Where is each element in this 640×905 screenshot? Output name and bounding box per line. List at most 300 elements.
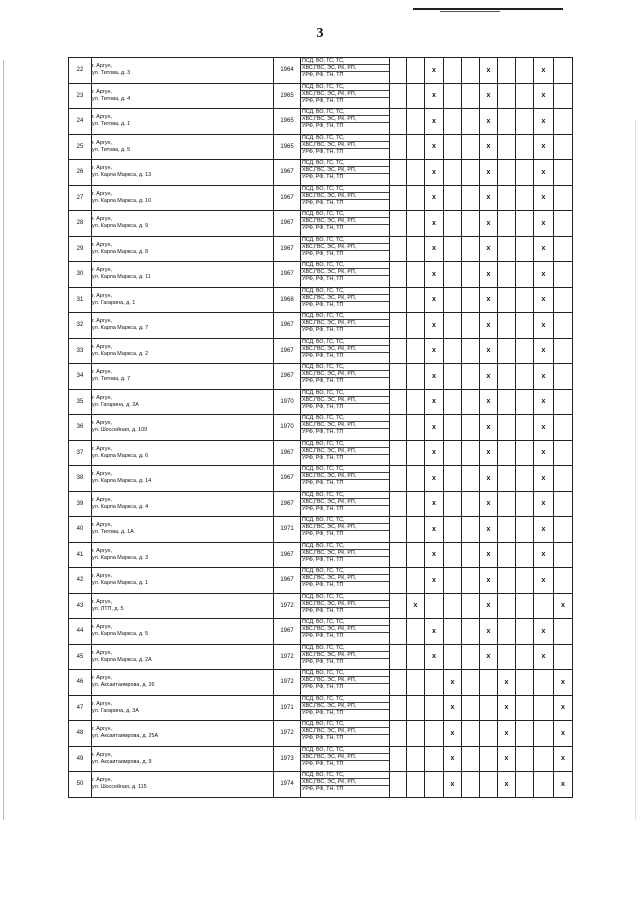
systems-line: ПСД, ВО, ГС, ТС, [302,160,345,166]
mark-cell: x [534,83,554,109]
address-street: ул. Титова, д. 1А [92,529,134,536]
build-year: 1965 [274,109,301,135]
mark-cell: x [534,389,554,415]
mark-cell [390,568,407,594]
systems-line: ПСД, ВО, ГС, ТС, [302,313,345,319]
table-row [69,83,573,109]
address-city: г. Аргун, [92,700,113,707]
mark-cell: x [534,644,554,670]
mark-cell: x [480,338,498,364]
mark-cell [516,415,534,441]
address-city: г. Аргун, [92,751,113,758]
mark-cell [444,58,462,84]
systems-line: УРФ, РФ, ТН, ТП [301,632,389,639]
mark-cell [554,185,573,211]
mark-cell: x [425,466,444,492]
mark-cell: x [534,109,554,135]
address-city: г. Аргун, [92,777,113,784]
mark-cell: x [425,185,444,211]
systems-line: ПСД, ВО, ГС, ТС, [302,415,345,421]
systems-line: ХВС,ГВС, ЭС, РК, РП, [301,64,389,71]
systems-cell [301,721,390,747]
systems-line: ХВС,ГВС, ЭС, РК, РП, [301,396,389,403]
mark-cell [390,389,407,415]
mark-cell [407,517,425,543]
table-row [69,236,573,262]
address-city: г. Аргун, [92,471,113,478]
systems-line: ХВС,ГВС, ЭС, РК, РП, [301,753,389,760]
systems-line: ПСД, ВО, ГС, ТС, [302,746,345,753]
mark-cell: x [444,695,462,721]
table-row [69,670,573,696]
build-year: 1971 [274,517,301,543]
mark-cell: x [444,670,462,696]
mark-cell [516,772,534,798]
systems-line: УРФ, РФ, ТН, ТП [301,683,389,690]
systems-cell [301,542,390,568]
address-city: г. Аргун, [92,241,113,248]
mark-cell [498,262,516,288]
mark-cell: x [425,287,444,313]
mark-cell [534,746,554,772]
mark-cell [444,389,462,415]
address-street: ул. Карла Маркса, д. 10 [92,197,152,204]
systems-line: УРФ, РФ, ТН, ТП [301,734,389,741]
address-cell [92,109,274,135]
mark-cell: x [534,364,554,390]
systems-cell [301,287,390,313]
row-number: 28 [69,211,92,237]
mark-cell: x [534,262,554,288]
mark-cell: x [534,619,554,645]
systems-cell [301,211,390,237]
address-cell [92,670,274,696]
mark-cell [462,287,480,313]
systems-line: УРФ, РФ, ТН, ТП [301,785,389,792]
systems-line: ХВС,ГВС, ЭС, РК, РП, [301,702,389,709]
mark-cell [498,338,516,364]
address-street: ул. Гагарина, д. 2А [92,401,139,408]
row-number: 34 [69,364,92,390]
mark-cell [498,389,516,415]
mark-cell [444,542,462,568]
mark-cell: x [498,670,516,696]
mark-cell [390,83,407,109]
mark-cell: x [480,389,498,415]
mark-cell [462,313,480,339]
systems-cell [301,262,390,288]
mark-cell: x [554,721,573,747]
mark-cell [498,185,516,211]
mark-cell [407,440,425,466]
mark-cell: x [480,466,498,492]
mark-cell [390,593,407,619]
mark-cell [407,364,425,390]
mark-cell [390,160,407,186]
mark-cell: x [480,313,498,339]
systems-line: ПСД, ВО, ГС, ТС, [302,491,345,498]
table-row [69,313,573,339]
row-number: 39 [69,491,92,517]
build-year: 1967 [274,160,301,186]
address-cell [92,211,274,237]
mark-cell [498,466,516,492]
mark-cell [516,262,534,288]
mark-cell: x [480,364,498,390]
systems-line: ПСД, ВО, ГС, ТС, [302,721,345,727]
mark-cell: x [534,542,554,568]
mark-cell [516,466,534,492]
address-cell [92,58,274,84]
mark-cell: x [534,134,554,160]
address-cell [92,83,274,109]
table-row [69,58,573,84]
address-cell [92,491,274,517]
mark-cell [498,568,516,594]
systems-cell [301,109,390,135]
mark-cell [498,109,516,135]
mark-cell [554,517,573,543]
address-street: ул. Титова, д. 5 [92,146,131,153]
mark-cell [498,160,516,186]
systems-line: ПСД, ВО, ГС, ТС, [302,338,345,345]
systems-line: УРФ, РФ, ТН, ТП [301,352,389,359]
mark-cell: x [534,568,554,594]
systems-line: ПСД, ВО, ГС, ТС, [302,619,345,625]
mark-cell [390,542,407,568]
systems-line: ХВС,ГВС, ЭС, РК, РП, [301,447,389,454]
mark-cell [462,364,480,390]
build-year: 1974 [274,772,301,798]
mark-cell [516,568,534,594]
systems-line: УРФ, РФ, ТН, ТП [301,530,389,537]
mark-cell: x [480,440,498,466]
systems-line: УРФ, РФ, ТН, ТП [301,454,389,461]
mark-cell [444,160,462,186]
mark-cell [390,670,407,696]
mark-cell [462,542,480,568]
address-city: г. Аргун, [92,318,113,325]
mark-cell [444,211,462,237]
mark-cell: x [534,313,554,339]
mark-cell [554,491,573,517]
address-street: ул. Шоссейная, д. 109 [92,427,148,434]
systems-cell [301,568,390,594]
mark-cell [407,619,425,645]
systems-line: УРФ, РФ, ТН, ТП [301,122,389,129]
address-street: ул. Карла Маркса, д. 9 [92,223,149,230]
systems-cell [301,236,390,262]
build-year: 1967 [274,338,301,364]
mark-cell [407,313,425,339]
mark-cell [407,542,425,568]
mark-cell [554,313,573,339]
systems-line: УРФ, РФ, ТН, ТП [301,760,389,767]
build-year: 1967 [274,236,301,262]
systems-line: УРФ, РФ, ТН, ТП [301,199,389,206]
mark-cell: x [498,772,516,798]
row-number: 31 [69,287,92,313]
mark-cell [462,440,480,466]
address-street: ул. Титова, д. 7 [92,376,131,383]
mark-cell [462,338,480,364]
mark-cell [516,338,534,364]
build-year: 1967 [274,364,301,390]
mark-cell: x [534,185,554,211]
systems-line: ПСД, ВО, ГС, ТС, [302,83,345,90]
mark-cell [498,517,516,543]
mark-cell [407,236,425,262]
mark-cell [390,644,407,670]
mark-cell [407,160,425,186]
mark-cell [516,58,534,84]
mark-cell [554,160,573,186]
mark-cell [444,287,462,313]
address-street: ул. Титова, д. 3 [92,70,131,77]
mark-cell [462,415,480,441]
mark-cell [390,262,407,288]
row-number: 30 [69,262,92,288]
mark-cell [554,58,573,84]
mark-cell: x [425,109,444,135]
mark-cell: x [425,517,444,543]
mark-cell [498,644,516,670]
mark-cell [498,58,516,84]
mark-cell [390,440,407,466]
mark-cell [407,338,425,364]
mark-cell [444,109,462,135]
mark-cell [407,262,425,288]
mark-cell [444,466,462,492]
systems-cell [301,517,390,543]
mark-cell [390,415,407,441]
mark-cell [516,746,534,772]
address-cell [92,160,274,186]
build-year: 1971 [274,695,301,721]
systems-line: ХВС,ГВС, ЭС, РК, РП, [301,472,389,479]
mark-cell: x [425,389,444,415]
mark-cell [462,644,480,670]
row-number: 35 [69,389,92,415]
mark-cell [444,619,462,645]
mark-cell: x [407,593,425,619]
table-row [69,644,573,670]
mark-cell [390,338,407,364]
address-street: ул. Аксаитаимрова, д. 26 [92,682,155,689]
mark-cell [498,313,516,339]
row-number: 29 [69,236,92,262]
table-row [69,389,573,415]
systems-cell [301,160,390,186]
systems-line: ХВС,ГВС, ЭС, РК, РП, [301,600,389,607]
address-city: г. Аргун, [92,343,113,350]
mark-cell [407,746,425,772]
mark-cell: x [480,185,498,211]
mark-cell: x [534,491,554,517]
mark-cell: x [498,746,516,772]
systems-cell [301,644,390,670]
mark-cell [516,721,534,747]
mark-cell: x [425,568,444,594]
mark-cell [462,695,480,721]
mark-cell: x [534,440,554,466]
mark-cell [390,619,407,645]
mark-cell [407,568,425,594]
mark-cell [462,109,480,135]
mark-cell [554,568,573,594]
build-year: 1967 [274,313,301,339]
systems-line: ПСД, ВО, ГС, ТС, [302,262,345,268]
row-number: 42 [69,568,92,594]
address-cell [92,746,274,772]
mark-cell: x [534,160,554,186]
systems-line: ПСД, ВО, ГС, ТС, [302,389,345,396]
table-row [69,338,573,364]
systems-line: ХВС,ГВС, ЭС, РК, РП, [301,523,389,530]
address-city: г. Аргун, [92,496,113,503]
address-cell [92,619,274,645]
systems-cell [301,772,390,798]
address-street: ул. Карла Маркса, д. 13 [92,172,152,179]
mark-cell [554,466,573,492]
row-number: 43 [69,593,92,619]
page-number: 3 [316,26,324,41]
address-cell [92,236,274,262]
mark-cell [444,415,462,441]
row-number: 50 [69,772,92,798]
systems-line: УРФ, РФ, ТН, ТП [301,224,389,231]
mark-cell [480,670,498,696]
row-number: 38 [69,466,92,492]
systems-cell [301,466,390,492]
mark-cell [516,236,534,262]
build-year: 1972 [274,670,301,696]
address-cell [92,415,274,441]
address-cell [92,287,274,313]
mark-cell [534,670,554,696]
mark-cell [390,109,407,135]
address-city: г. Аргун, [92,190,113,197]
mark-cell: x [498,695,516,721]
mark-cell [462,670,480,696]
systems-line: ПСД, ВО, ГС, ТС, [302,58,345,64]
mark-cell [554,364,573,390]
mark-cell [407,721,425,747]
mark-cell [407,83,425,109]
mark-cell [516,313,534,339]
systems-line: УРФ, РФ, ТН, ТП [301,479,389,486]
address-cell [92,134,274,160]
mark-cell [425,746,444,772]
mark-cell [462,619,480,645]
systems-line: УРФ, РФ, ТН, ТП [301,275,389,282]
mark-cell [498,619,516,645]
mark-cell [390,364,407,390]
address-cell [92,389,274,415]
systems-line: ПСД, ВО, ГС, ТС, [302,236,345,243]
address-street: ул. Карла Маркса, д. 7 [92,325,149,332]
mark-cell: x [480,644,498,670]
address-street: ул. Карла Маркса, д. 2А [92,656,152,663]
mark-cell: x [425,542,444,568]
table-row [69,415,573,441]
systems-line: ПСД, ВО, ГС, ТС, [302,517,345,523]
mark-cell: x [554,746,573,772]
address-cell [92,568,274,594]
mark-cell [516,619,534,645]
mark-cell: x [425,415,444,441]
build-year: 1967 [274,262,301,288]
build-year: 1964 [274,58,301,84]
mark-cell [444,491,462,517]
build-year: 1965 [274,134,301,160]
mark-cell: x [444,772,462,798]
systems-line: ХВС,ГВС, ЭС, РК, РП, [301,370,389,377]
address-city: г. Аргун, [92,522,113,529]
mark-cell: x [480,287,498,313]
mark-cell [554,338,573,364]
mark-cell [390,211,407,237]
mark-cell [390,517,407,543]
build-year: 1967 [274,619,301,645]
address-street: ул. Гагарина, д. 3А [92,707,139,714]
mark-cell [498,364,516,390]
mark-cell [498,415,516,441]
systems-line: УРФ, РФ, ТН, ТП [301,97,389,104]
systems-line: ХВС,ГВС, ЭС, РК, РП, [301,217,389,224]
address-city: г. Аргун, [92,649,113,656]
mark-cell: x [444,746,462,772]
mark-cell [390,185,407,211]
systems-line: ПСД, ВО, ГС, ТС, [302,670,345,676]
mark-cell: x [425,338,444,364]
mark-cell [407,466,425,492]
mark-cell: x [425,134,444,160]
table-row [69,619,573,645]
mark-cell: x [498,721,516,747]
mark-cell [390,466,407,492]
build-year: 1965 [274,83,301,109]
mark-cell: x [425,83,444,109]
table-row [69,466,573,492]
mark-cell [425,721,444,747]
systems-line: ПСД, ВО, ГС, ТС, [302,185,345,192]
mark-cell: x [425,440,444,466]
address-street: ул. Карла Маркса, д. 11 [92,274,151,281]
systems-line: ПСД, ВО, ГС, ТС, [302,134,345,141]
address-city: г. Аргун, [92,394,113,401]
address-city: г. Аргун, [92,573,113,580]
row-number: 32 [69,313,92,339]
mark-cell [554,236,573,262]
table-row [69,746,573,772]
systems-line: ХВС,ГВС, ЭС, РК, РП, [301,625,389,632]
systems-cell [301,58,390,84]
mark-cell [444,568,462,594]
build-year: 1967 [274,568,301,594]
mark-cell [516,134,534,160]
mark-cell [534,593,554,619]
header-rule-secondary [440,11,500,12]
address-street: ул. Карла Маркса, д. 4 [92,503,149,510]
mark-cell [498,287,516,313]
mark-cell [407,287,425,313]
systems-line: УРФ, РФ, ТН, ТП [301,428,389,435]
row-number: 22 [69,58,92,84]
mark-cell: x [480,109,498,135]
mark-cell: x [425,619,444,645]
mark-cell [462,185,480,211]
